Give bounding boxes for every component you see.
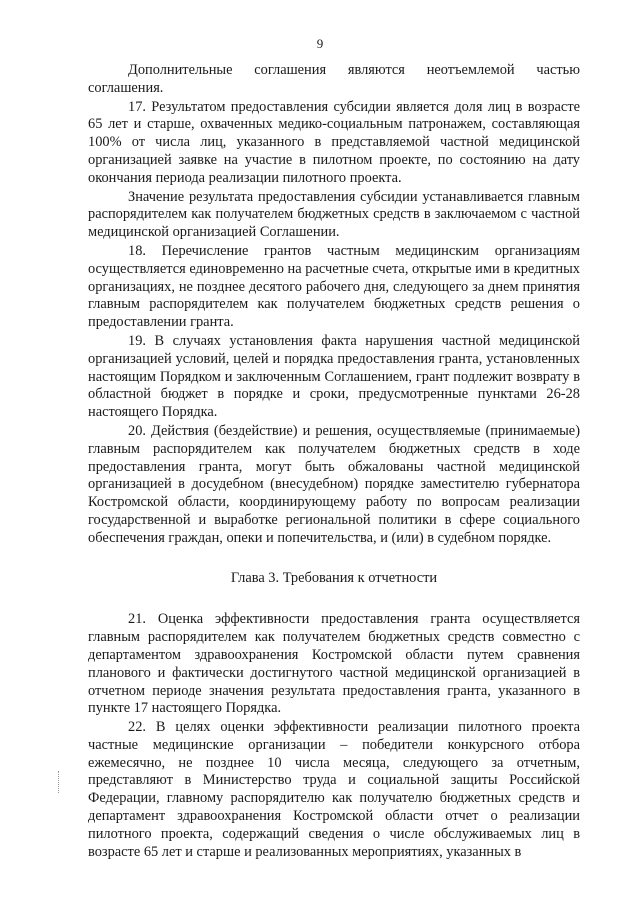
page-number: 9 bbox=[316, 36, 324, 51]
paragraph-result-value: Значение результата предоставления субсидии устанавливается главным распорядителем как получателем бюджетных средств в заключаемом с частной медицинской организацией Соглашении. bbox=[88, 188, 580, 241]
paragraph-22: 22. В целях оценки эффективности реализации пилотного проекта частные медицинские организации – победители конкурсного отбора ежемесячно, не позднее 10 числа месяца, следующего за отчетным, представляют в Министерство труда и социальной защиты Российской Федерации, главному распорядителю как получателю бюджетных средств и департамент здравоохранения Костромской области отчет о реализации пилотного проекта, содержащий сведения о числе обслуживаемых лиц в возрасте 65 лет и старше и реализованных мероприятиях, указанных в bbox=[88, 719, 580, 860]
chapter-heading: Глава 3. Требования к отчетности bbox=[230, 569, 438, 586]
paragraph-20: 20. Действия (бездействие) и решения, осуществляемые (принимаемые) главным распорядителем как получателем бюджетных средств в ходе предоставления гранта, могут быть обжалованы частной медицинской организацией в досудебном (внесудебном) порядке заместителю губернатора Костромской области, координирующему работу по вопросам реализации государственной и выработке региональной политики в сфере социального обеспечения граждан, опеки и попечительства, и (или) в судебном порядке. bbox=[88, 422, 580, 546]
paragraph-18: 18. Перечисление грантов частным медицинским организациям осуществляется единовременно на расчетные счета, открытые ими в кредитных организациях, не позднее десятого рабочего дня, следующего за днем принятия главным распорядителем как получателем бюджетных средств решения о предоставлении гранта. bbox=[88, 242, 580, 331]
paragraph-19: 19. В случаях установления факта нарушения частной медицинской организацией условий, целей и порядка предоставления гранта, установленных настоящим Порядком и заключенным Соглашением, грант подлежит возврату в областной бюджет в порядке и сроки, предусмотренные пунктами 26-28 настоящего Порядка. bbox=[88, 332, 580, 421]
margin-scan-mark bbox=[58, 771, 67, 793]
paragraph-additional-agreements: Дополнительные соглашения являются неотъемлемой частью соглашения. bbox=[88, 62, 580, 96]
paragraph-21: 21. Оценка эффективности предоставления гранта осуществляется главным распорядителем как получателем бюджетных средств совместно с департаментом здравоохранения Костромской области путем сравнения планового и фактически достигнутого частной медицинской организацией в отчетном периоде значения результата предоставления гранта, указанного в пункте 17 настоящего Порядка. bbox=[88, 611, 580, 717]
paragraph-17: 17. Результатом предоставления субсидии является доля лиц в возрасте 65 лет и старше, охваченных медико-социальным патронажем, составляющая 100% от числа лиц, указанного в представляемой частной медицинской организацией заявке на участие в пилотном проекте, по состоянию на дату окончания периода реализации пилотного проекта. bbox=[88, 98, 580, 186]
document-body bbox=[88, 62, 580, 861]
